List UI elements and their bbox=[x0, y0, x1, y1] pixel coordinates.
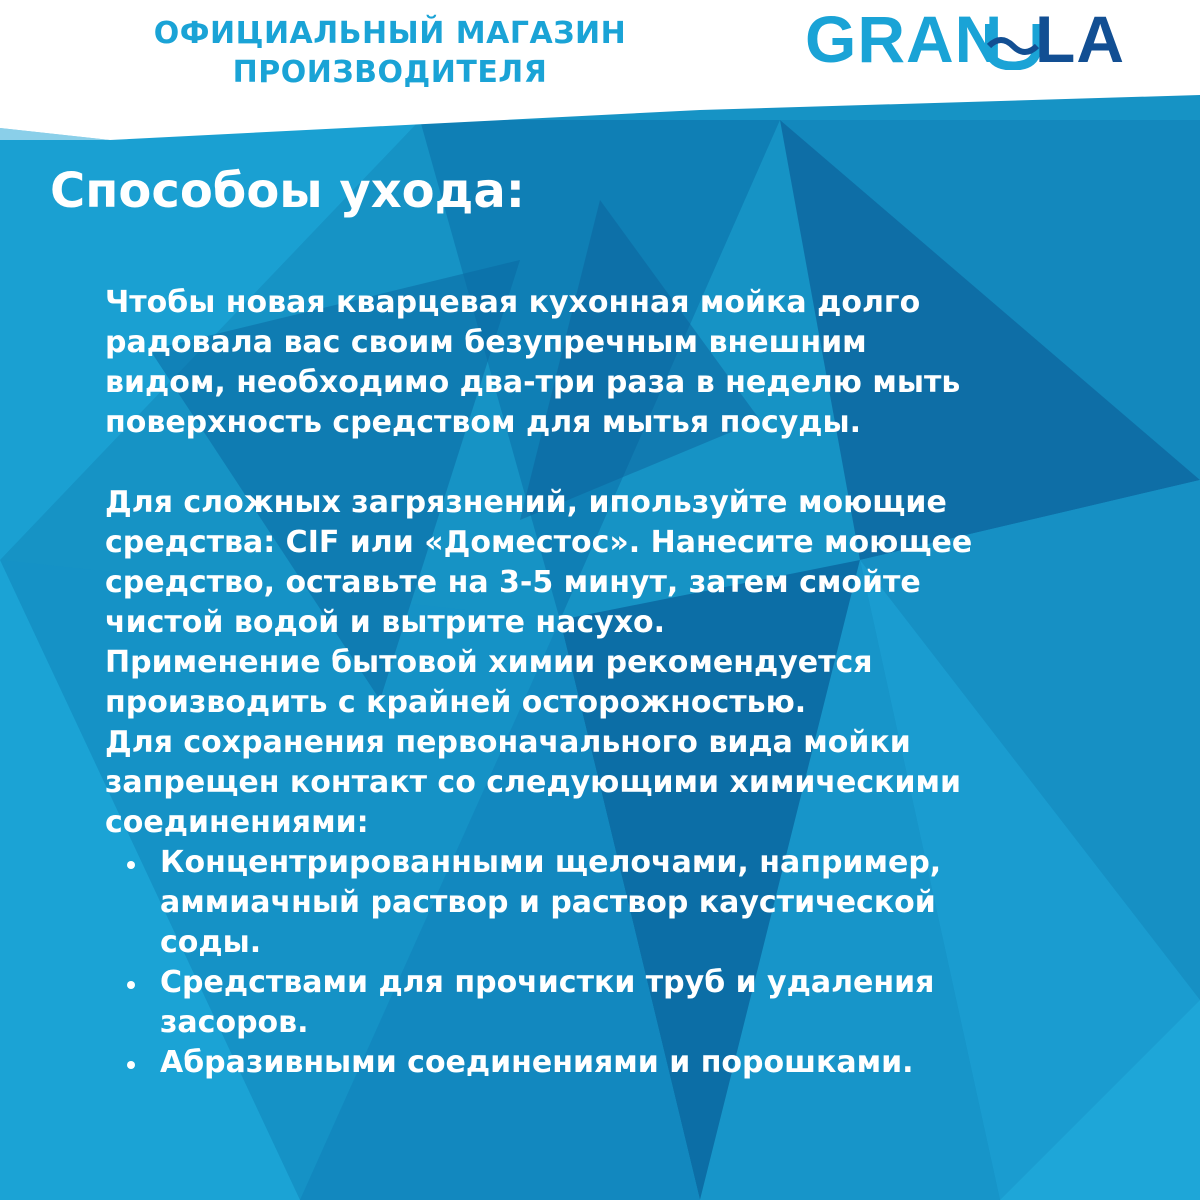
page-title: Способоы ухода: bbox=[50, 163, 525, 219]
detail-line: Для сохранения первоначального вида мойки bbox=[105, 725, 911, 760]
official-store-line-1: ОФИЦИАЛЬНЫЙ МАГАЗИН bbox=[153, 16, 627, 51]
detail-line: средство, оставьте на 3-5 минут, затем смойте bbox=[105, 565, 921, 600]
care-instructions bbox=[105, 283, 1155, 1083]
detail-line: производить с крайней осторожностью. bbox=[105, 685, 807, 720]
list-item bbox=[105, 843, 1155, 963]
detail-line: Применение бытовой химии рекомендуется bbox=[105, 645, 873, 680]
logo-text-gran: GRAN bbox=[805, 2, 1004, 76]
list-item-line: засоров. bbox=[160, 1005, 309, 1040]
intro-line: Чтобы новая кварцевая кухонная мойка долго bbox=[105, 285, 921, 320]
intro-line: радовала вас своим безупречным внешним bbox=[105, 325, 867, 360]
official-store-label bbox=[60, 14, 720, 92]
detail-line: соединениями: bbox=[105, 805, 369, 840]
prohibited-chemicals-list bbox=[105, 843, 1155, 1083]
official-store-line-2: ПРОИЗВОДИТЕЛЯ bbox=[232, 55, 548, 90]
intro-paragraph bbox=[105, 283, 1155, 443]
detail-paragraph bbox=[105, 483, 1155, 843]
logo-text-la: LA bbox=[1035, 2, 1125, 76]
list-item-line: Концентрированными щелочами, например, bbox=[160, 845, 942, 880]
granula-logo bbox=[805, 4, 1145, 74]
header bbox=[0, 0, 1200, 140]
list-item bbox=[105, 1043, 1155, 1083]
list-item-line: аммиачный раствор и раствор каустической bbox=[160, 885, 936, 920]
detail-line: Для сложных загрязнений, ипользуйте моющие bbox=[105, 485, 947, 520]
wave-u-icon bbox=[985, 20, 1041, 70]
detail-line: средства: CIF или «Доместос». Нанесите моющее bbox=[105, 525, 973, 560]
intro-line: видом, необходимо два-три раза в неделю мыть bbox=[105, 365, 961, 400]
paragraph-spacer bbox=[105, 443, 1155, 483]
list-item-line: Средствами для прочистки труб и удаления bbox=[160, 965, 935, 1000]
detail-line: чистой водой и вытрите насухо. bbox=[105, 605, 666, 640]
detail-line: запрещен контакт со следующими химическими bbox=[105, 765, 962, 800]
list-item-line: Абразивными соединениями и порошками. bbox=[160, 1045, 914, 1080]
intro-line: поверхность средством для мытья посуды. bbox=[105, 405, 862, 440]
list-item bbox=[105, 963, 1155, 1043]
list-item-line: соды. bbox=[160, 925, 262, 960]
